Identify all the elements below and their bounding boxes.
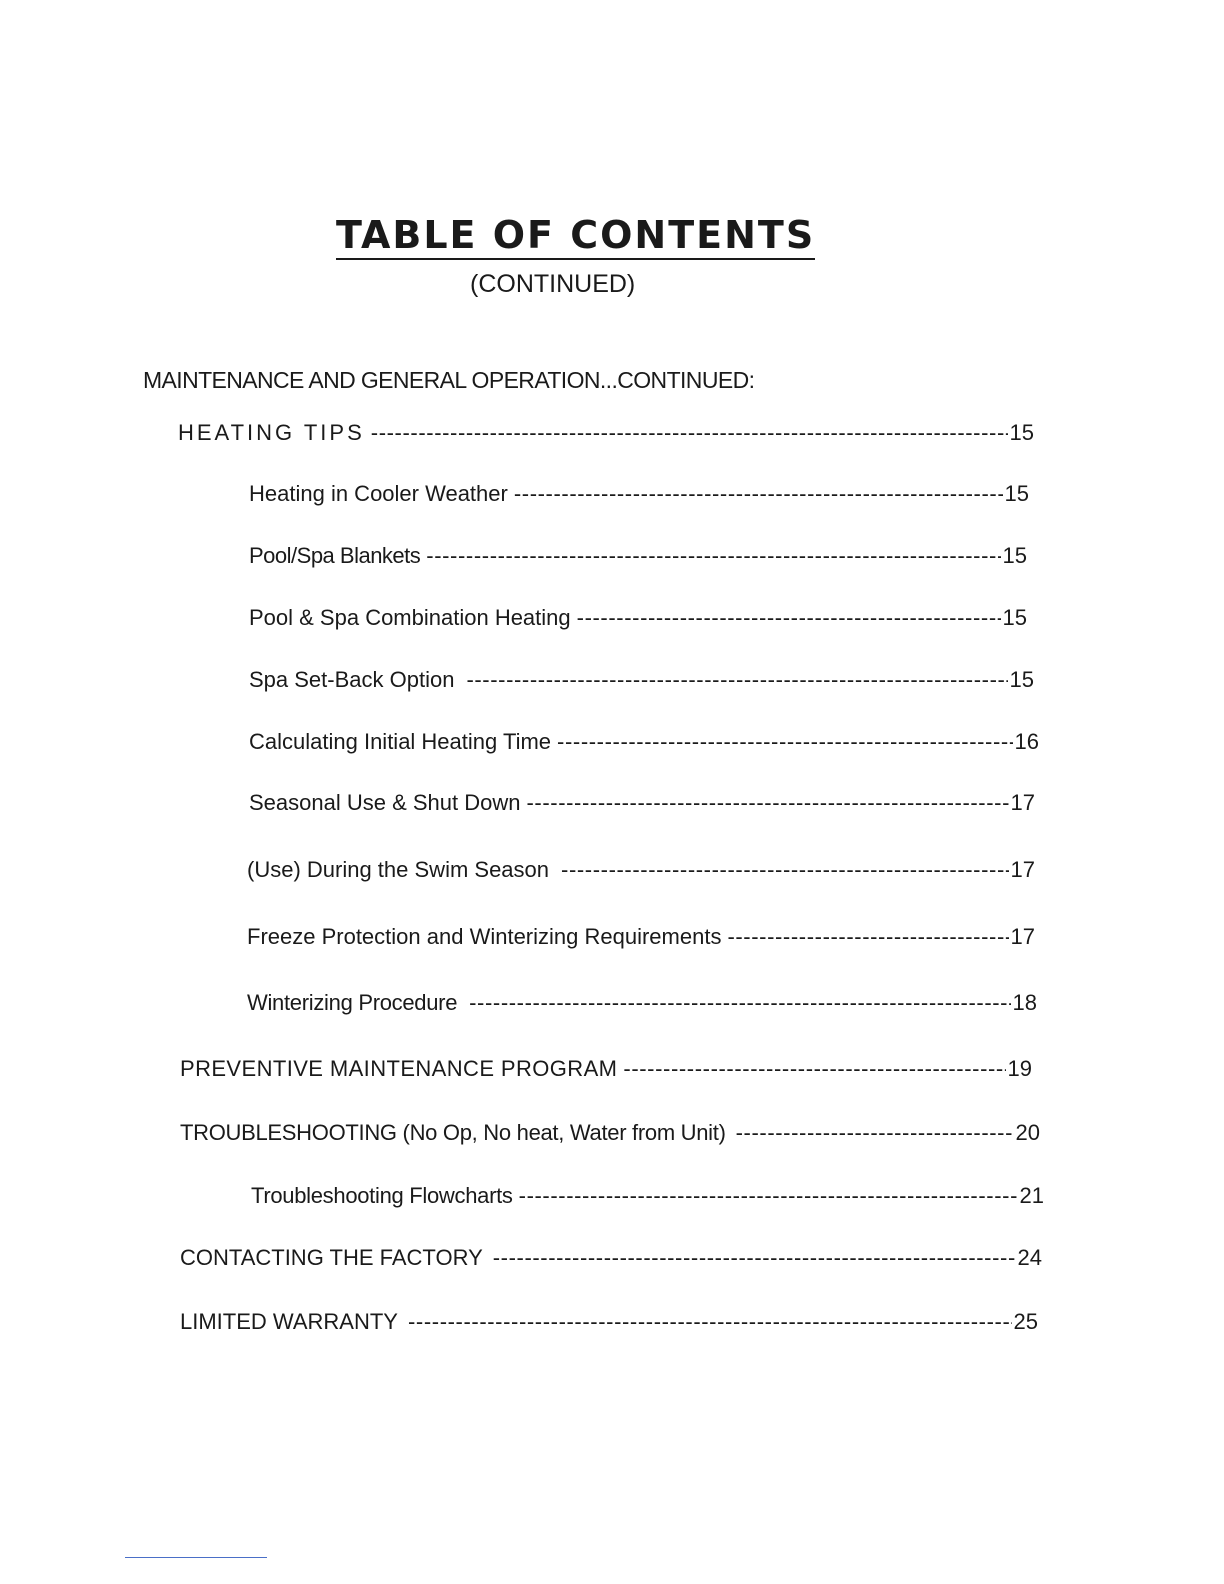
- toc-entry-label: LIMITED WARRANTY: [180, 1309, 398, 1334]
- toc-entry-heating-tips[interactable]: [178, 417, 1034, 449]
- toc-dot-leader: [493, 1242, 1016, 1274]
- toc-dot-leader: [426, 540, 1000, 572]
- toc-entry-label: Seasonal Use & Shut Down: [249, 790, 521, 815]
- toc-dot-leader: [561, 854, 1009, 886]
- toc-entry-label: Calculating Initial Heating Time: [249, 729, 552, 754]
- toc-entry-troubleshooting[interactable]: [180, 1117, 1040, 1149]
- section-heading: MAINTENANCE AND GENERAL OPERATION...CONTINUED:: [143, 367, 755, 393]
- toc-dot-leader: [727, 921, 1008, 953]
- footnote-rule: [125, 1557, 267, 1558]
- toc-entry-label: HEATING TIPS: [178, 420, 365, 445]
- toc-entry-contacting-the-factory[interactable]: [180, 1242, 1042, 1274]
- toc-entry-label: CONTACTING THE FACTORY: [180, 1245, 483, 1270]
- toc-page-number: 19: [1007, 1056, 1032, 1081]
- toc-dot-leader: [466, 664, 1007, 696]
- toc-page-number: 16: [1014, 729, 1039, 754]
- toc-dot-leader: [736, 1117, 1014, 1149]
- toc-entry-freeze-protection-winterizing[interactable]: [247, 921, 1035, 953]
- toc-entry-label: Heating in Cooler Weather: [249, 481, 508, 506]
- toc-entry-heating-in-cooler-weather[interactable]: [249, 478, 1029, 510]
- toc-entry-label: Spa Set-Back Option: [249, 667, 455, 692]
- toc-page-number: 15: [1002, 543, 1027, 568]
- toc-dot-leader: [623, 1053, 1005, 1085]
- toc-entry-preventive-maintenance-program[interactable]: [180, 1053, 1032, 1085]
- toc-page-number: 15: [1002, 605, 1027, 630]
- toc-dot-leader: [577, 602, 1001, 634]
- page-subtitle: (CONTINUED): [470, 270, 636, 298]
- toc-entry-use-during-swim-season[interactable]: [247, 854, 1035, 886]
- toc-page-number: 17: [1010, 790, 1035, 815]
- toc-dot-leader: [519, 1180, 1018, 1212]
- toc-page-number: 21: [1019, 1183, 1044, 1208]
- toc-entry-label: PREVENTIVE MAINTENANCE PROGRAM: [180, 1056, 618, 1081]
- toc-page-number: 15: [1004, 481, 1029, 506]
- toc-entry-label: Pool/Spa Blankets: [249, 543, 421, 568]
- toc-entry-pool-spa-combination-heating[interactable]: [249, 602, 1027, 634]
- toc-dot-leader: [469, 987, 1010, 1019]
- toc-entry-seasonal-use-shut-down[interactable]: [249, 787, 1035, 819]
- toc-page-number: 15: [1009, 667, 1034, 692]
- toc-page-number: 24: [1017, 1245, 1042, 1270]
- toc-page-number: 17: [1010, 857, 1035, 882]
- toc-entry-limited-warranty[interactable]: [180, 1306, 1038, 1338]
- toc-entry-winterizing-procedure[interactable]: [247, 987, 1037, 1019]
- toc-page-number: 25: [1013, 1309, 1038, 1334]
- toc-entry-label: Troubleshooting Flowcharts: [251, 1183, 513, 1208]
- toc-entry-pool-spa-blankets[interactable]: [249, 540, 1027, 572]
- toc-page-number: 20: [1015, 1120, 1040, 1145]
- toc-dot-leader: [371, 417, 1008, 449]
- toc-entry-label: Winterizing Procedure: [247, 990, 458, 1015]
- toc-entry-label: Pool & Spa Combination Heating: [249, 605, 571, 630]
- toc-entry-calculating-initial-heating-time[interactable]: [249, 726, 1039, 758]
- toc-dot-leader: [514, 478, 1003, 510]
- page-title: TABLE OF CONTENTS: [336, 212, 815, 260]
- toc-entry-label: Freeze Protection and Winterizing Requirements: [247, 924, 722, 949]
- toc-dot-leader: [557, 726, 1012, 758]
- toc-page-number: 15: [1009, 420, 1034, 445]
- toc-dot-leader: [408, 1306, 1012, 1338]
- toc-entry-label: (Use) During the Swim Season: [247, 857, 550, 882]
- toc-page-number: 18: [1012, 990, 1037, 1015]
- toc-dot-leader: [527, 787, 1009, 819]
- toc-entry-label: TROUBLESHOOTING (No Op, No heat, Water from Unit): [180, 1120, 726, 1145]
- toc-page-number: 17: [1010, 924, 1035, 949]
- toc-entry-spa-set-back-option[interactable]: [249, 664, 1034, 696]
- toc-entry-troubleshooting-flowcharts[interactable]: [251, 1180, 1044, 1212]
